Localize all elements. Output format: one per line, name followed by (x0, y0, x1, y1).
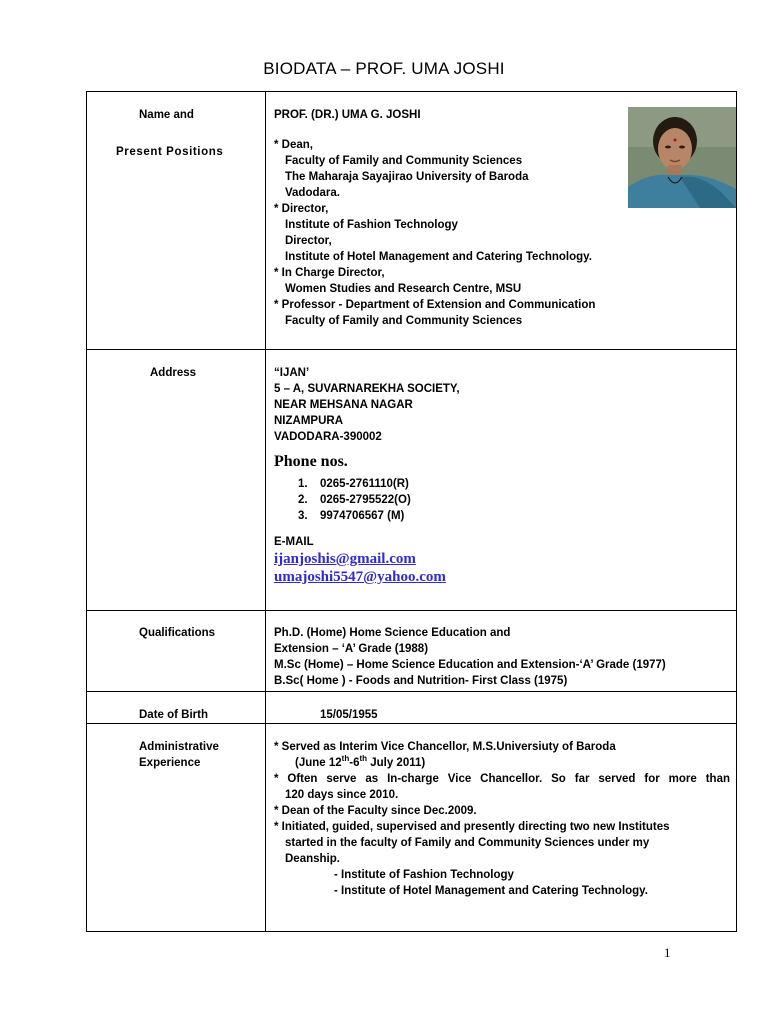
address-content (274, 365, 460, 586)
phone-item: 3. 9974706567 (M) (298, 510, 405, 522)
address-line: 5 – A, SUVARNAREKHA SOCIETY, (274, 383, 460, 395)
page-number: 1 (664, 945, 671, 960)
dob-value: 15/05/1955 (320, 709, 378, 721)
address-line: NEAR MEHSANA NAGAR (274, 399, 413, 411)
admin-line: * Initiated, guided, supervised and presently directing two new Institutes (274, 821, 670, 833)
admin-line: * Dean of the Faculty since Dec.2009. (274, 805, 477, 817)
profile-photo (628, 107, 736, 208)
position-line: Women Studies and Research Centre, MSU (285, 283, 522, 295)
address-label: Address (150, 367, 197, 379)
positions-content (274, 107, 595, 329)
row-divider (86, 691, 737, 692)
admin-line: - Institute of Hotel Management and Catering Technology. (334, 885, 648, 897)
phone-list (274, 476, 460, 524)
admin-line: * Often serve as In-charge Vice Chancellor. So far served for more than (274, 773, 730, 785)
person-name: PROF. (DR.) UMA G. JOSHI (274, 109, 421, 121)
phone-item: 2. 0265-2795522(O) (298, 494, 411, 506)
admin-line: started in the faculty of Family and Community Sciences under my (285, 837, 650, 849)
admin-line: (June 12th-6th July 2011) (295, 754, 426, 769)
address-line: VADODARA-390002 (274, 431, 382, 443)
admin-line: 120 days since 2010. (285, 789, 399, 801)
qualification-line: B.Sc( Home ) - Foods and Nutrition- First Class (1975) (274, 675, 568, 687)
qualification-line: Extension – ‘A’ Grade (1988) (274, 643, 429, 655)
position-line: * Professor - Department of Extension and Communication (274, 299, 596, 311)
qualification-line: Ph.D. (Home) Home Science Education and (274, 627, 511, 639)
admin-label-2: Experience (139, 757, 201, 769)
page-title: BIODATA – PROF. UMA JOSHI (263, 59, 505, 78)
row-divider (86, 349, 737, 350)
email-link[interactable]: ijanjoshis@gmail.com (274, 551, 416, 567)
position-line: * In Charge Director, (274, 267, 385, 279)
position-line: * Director, (274, 203, 329, 215)
positions-label: Present Positions (116, 146, 224, 158)
row-divider (86, 723, 737, 724)
name-label: Name and (139, 109, 194, 121)
position-line: Faculty of Family and Community Sciences (285, 315, 523, 327)
position-line: Faculty of Family and Community Sciences (285, 155, 523, 167)
column-divider (265, 91, 266, 932)
admin-content (274, 739, 730, 899)
email-label: E-MAIL (274, 536, 314, 548)
dob-label: Date of Birth (139, 709, 208, 721)
qualification-line: M.Sc (Home) – Home Science Education and Extension-‘A’ Grade (1977) (274, 659, 666, 671)
admin-line: - Institute of Fashion Technology (334, 869, 514, 881)
position-line: Director, (285, 235, 332, 247)
position-line: * Dean, (274, 139, 313, 151)
row-divider (86, 610, 737, 611)
email-link[interactable]: umajoshi5547@yahoo.com (274, 569, 446, 585)
position-line: Institute of Fashion Technology (285, 219, 458, 231)
admin-line: * Served as Interim Vice Chancellor, M.S.Universiuty of Baroda (274, 741, 616, 753)
phone-item: 1. 0265-2761110(R) (298, 478, 409, 490)
address-line: NIZAMPURA (274, 415, 343, 427)
address-line: “IJAN’ (274, 367, 310, 379)
admin-line: Deanship. (285, 853, 340, 865)
qualifications-label: Qualifications (139, 627, 216, 639)
position-line: Institute of Hotel Management and Catering Technology. (285, 251, 592, 263)
phone-heading: Phone nos. (274, 453, 348, 470)
qualifications-content (274, 625, 666, 689)
position-line: The Maharaja Sayajirao University of Baroda (285, 171, 529, 183)
admin-label: Administrative (139, 741, 219, 753)
position-line: Vadodara. (285, 187, 340, 199)
